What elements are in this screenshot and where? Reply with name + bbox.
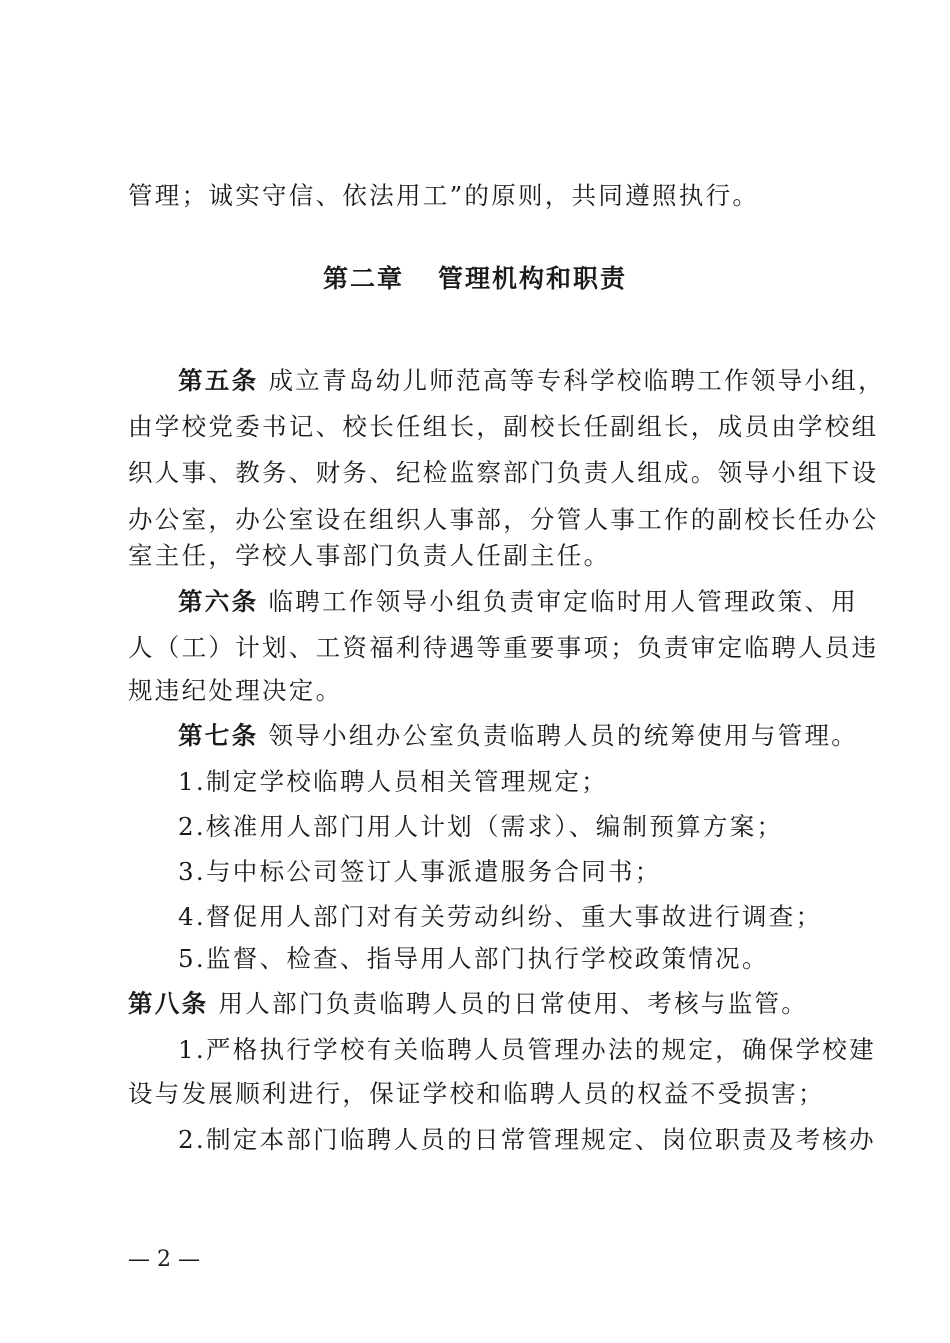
article-7-item-1: 1.制定学校临聘人员相关管理规定；	[178, 767, 608, 796]
page-number: — 2 —	[128, 1247, 200, 1272]
article-8-line-1	[128, 989, 808, 1019]
article-8-label: 第八条	[128, 989, 209, 1018]
article-7-line-1	[178, 721, 858, 751]
article-6-line-2: 人（工）计划、工资福利待遇等重要事项；负责审定临聘人员违	[128, 633, 879, 662]
article-8-item-1-line-1: 1.严格执行学校有关临聘人员管理办法的规定，确保学校建	[178, 1035, 876, 1064]
article-6-label: 第六条	[178, 587, 259, 616]
article-6-text: 临聘工作领导小组负责审定临时用人管理政策、用	[268, 587, 859, 616]
article-5-line-5: 室主任，学校人事部门负责人任副主任。	[128, 541, 611, 570]
article-7-item-4: 4.督促用人部门对有关劳动纠纷、重大事故进行调查；	[178, 902, 823, 931]
article-6-line-1	[178, 587, 858, 617]
article-8-text: 用人部门负责临聘人员的日常使用、考核与监管。	[218, 989, 809, 1018]
article-6-line-3: 规违纪处理决定。	[128, 676, 343, 705]
article-7-item-5: 5.监督、检查、指导用人部门执行学校政策情况。	[178, 944, 769, 973]
article-5-label: 第五条	[178, 366, 259, 395]
article-8-item-2-line-1: 2.制定本部门临聘人员的日常管理规定、岗位职责及考核办	[178, 1125, 876, 1154]
chapter-number: 第二章	[322, 264, 404, 293]
article-5-line-4: 办公室，办公室设在组织人事部，分管人事工作的副校长任办公	[128, 505, 879, 534]
article-5-text: 成立青岛幼儿师范高等专科学校临聘工作领导小组，	[268, 366, 885, 395]
article-7-label: 第七条	[178, 721, 259, 750]
intro-line: 管理；诚实守信、依法用工”的原则，共同遵照执行。	[128, 181, 760, 210]
chapter-title: 管理机构和职责	[438, 264, 628, 293]
article-7-item-2: 2.核准用人部门用人计划（需求）、编制预算方案；	[178, 812, 784, 841]
article-7-item-3: 3.与中标公司签订人事派遣服务合同书；	[178, 857, 662, 886]
article-5-line-3: 织人事、教务、财务、纪检监察部门负责人组成。领导小组下设	[128, 458, 879, 487]
article-7-text: 领导小组办公室负责临聘人员的统筹使用与管理。	[268, 721, 859, 750]
article-8-item-1-line-2: 设与发展顺利进行，保证学校和临聘人员的权益不受损害；	[128, 1079, 825, 1108]
article-5-line-2: 由学校党委书记、校长任组长，副校长任副组长，成员由学校组	[128, 412, 879, 441]
article-5-line-1	[178, 366, 885, 396]
chapter-heading	[0, 264, 950, 294]
